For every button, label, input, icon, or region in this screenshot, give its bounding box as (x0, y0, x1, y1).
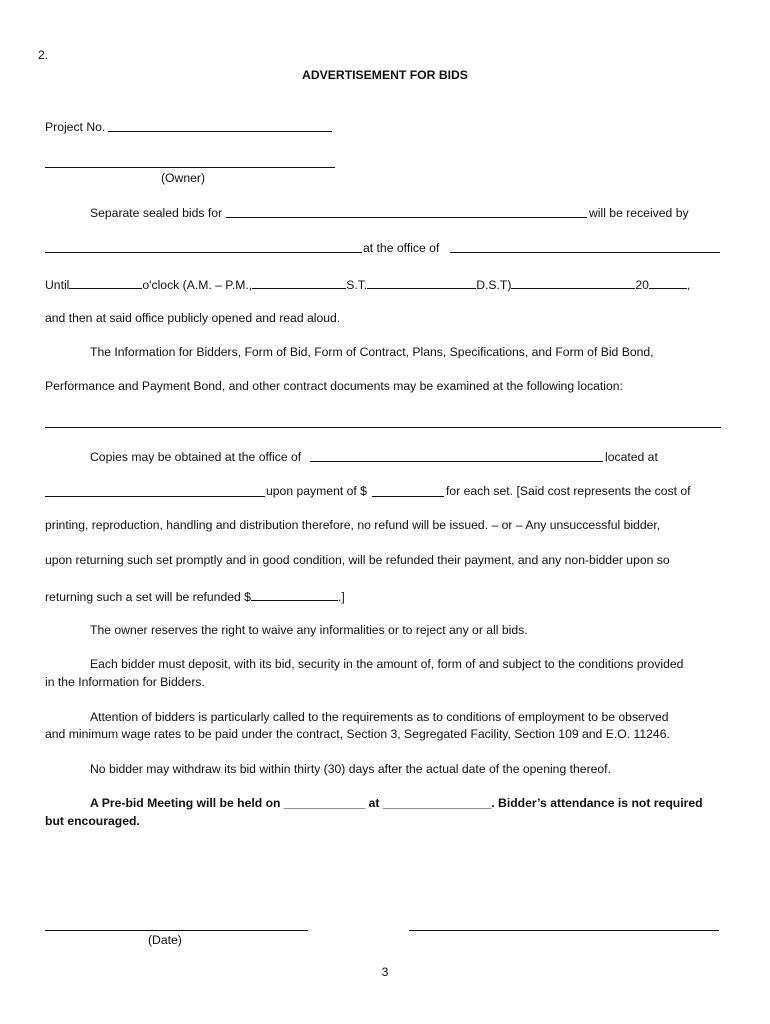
opened-paragraph: and then at said office publicly opened and read aloud. (45, 311, 341, 325)
office-of-field[interactable] (450, 252, 720, 253)
refund-text: returning such a set will be refunded $ (45, 590, 251, 604)
date-label: (Date) (148, 933, 182, 947)
prebid-meeting-line-2: but encouraged. (45, 814, 140, 828)
dst-field[interactable] (511, 276, 635, 289)
until-hour-field[interactable] (69, 276, 142, 289)
information-paragraph-line-1: The Information for Bidders, Form of Bid, Form of Contract, Plans, Specifications, and Form of Bid Bond, (90, 345, 654, 359)
printing-paragraph: printing, reproduction, handling and distribution therefore, no refund will be issued. – or – Any unsuccessful bidder, (45, 518, 661, 532)
year-prefix-label: 20 (635, 278, 649, 292)
copies-location-field[interactable] (45, 496, 265, 497)
oclock-label: o'clock (A.M. – P.M., (142, 278, 253, 292)
owner-label: (Owner) (161, 171, 206, 185)
signature-field[interactable] (409, 930, 719, 931)
until-comma: , (686, 278, 691, 292)
returning-paragraph: upon returning such set promptly and in good condition, will be refunded their payment, and any non-bidder upon so (45, 553, 670, 567)
attention-paragraph-line-2: and minimum wage rates to be paid under the contract, Section 3, Segregated Facility, Section 109 and E.O. 11246. (45, 727, 670, 741)
year-field[interactable] (649, 276, 687, 289)
bids-for-field[interactable] (226, 217, 587, 218)
st-field[interactable] (367, 276, 476, 289)
deposit-paragraph-line-2: in the Information for Bidders. (45, 675, 205, 689)
page-number-top: 2. (38, 48, 49, 62)
st-label: S.T. (346, 278, 368, 292)
located-at-text: located at (605, 450, 658, 464)
examination-location-field[interactable] (45, 427, 721, 428)
date-field[interactable] (45, 930, 308, 931)
until-line (45, 276, 690, 292)
received-by-field[interactable] (45, 252, 362, 253)
office-of-text: at the office of (363, 241, 440, 255)
attention-paragraph-line-1: Attention of bidders is particularly called to the requirements as to conditions of employment to be observed (90, 710, 669, 724)
withdraw-paragraph: No bidder may withdraw its bid within thirty (30) days after the actual date of the opening thereof. (90, 762, 611, 776)
refund-amount-field[interactable] (251, 588, 338, 601)
project-number-label: Project No. (45, 120, 106, 134)
refund-close: .] (337, 590, 345, 604)
payment-text: upon payment of $ (266, 484, 367, 498)
reserves-paragraph: The owner reserves the right to waive any informalities or to reject any or all bids. (90, 623, 528, 637)
received-by-text: will be received by (589, 206, 689, 220)
deposit-paragraph-line-1: Each bidder must deposit, with its bid, security in the amount of, form of and subject to the conditions provided (90, 657, 684, 671)
refund-line (45, 588, 345, 604)
copies-office-field[interactable] (310, 461, 603, 462)
sealed-bids-text: Separate sealed bids for (90, 206, 223, 220)
dst-label: D.S.T) (476, 278, 512, 292)
project-number-field[interactable] (108, 131, 332, 132)
copies-text: Copies may be obtained at the office of (90, 450, 302, 464)
prebid-meeting-line-1: A Pre-bid Meeting will be held on ____________ at ________________. Bidder’s attendance is not required (90, 796, 703, 810)
information-paragraph-line-2: Performance and Payment Bond, and other contract documents may be examined at the following location: (45, 379, 623, 393)
page-number-bottom: 3 (381, 965, 389, 979)
time-field[interactable] (252, 276, 346, 289)
until-label: Until (45, 278, 70, 292)
per-set-text: for each set. [Said cost represents the cost of (446, 484, 691, 498)
payment-amount-field[interactable] (372, 496, 444, 497)
owner-field[interactable] (45, 167, 335, 168)
document-title: ADVERTISEMENT FOR BIDS (302, 68, 468, 82)
